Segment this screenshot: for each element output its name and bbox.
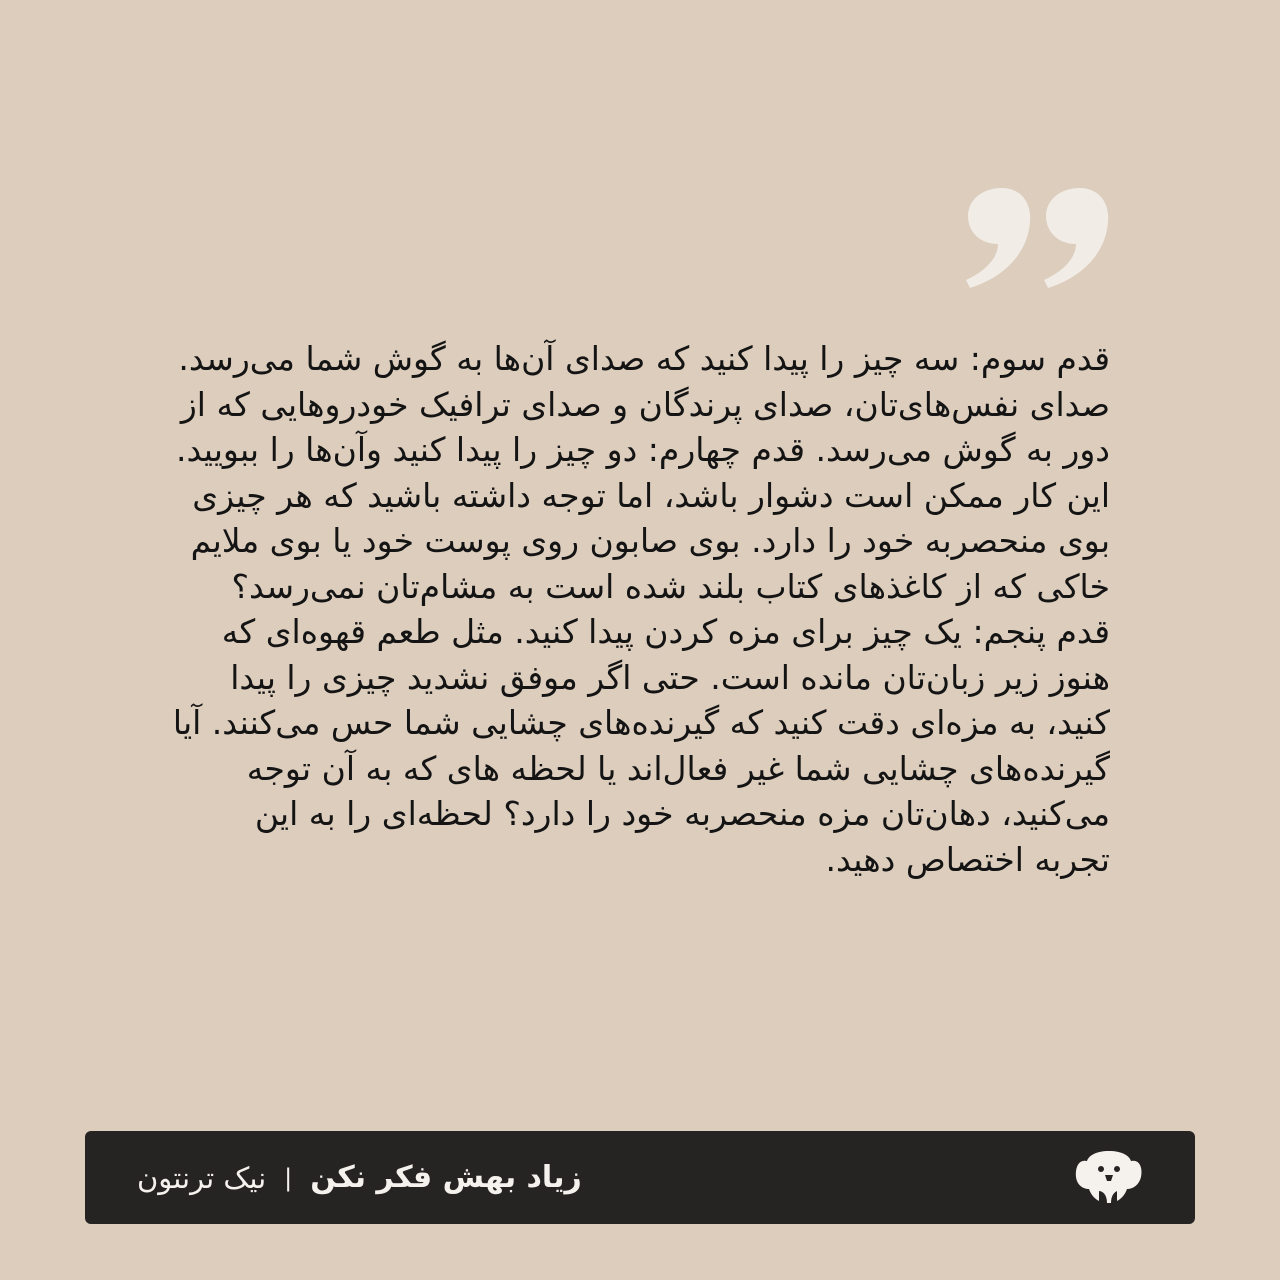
quote-mark-icon [962,184,1112,294]
author-name: نیک ترنتون [137,1160,267,1195]
footer-caption [137,1131,582,1224]
footer-separator: | [284,1163,293,1192]
book-title: زیاد بهش فکر نکن [310,1160,582,1195]
elephant-icon [1075,1147,1143,1209]
footer-bar [85,1131,1195,1224]
quote-text: قدم سوم: سه چیز را پیدا کنید که صدای آن‌ها به گوش شما می‌رسد. صدای نفس‌های‌تان، صدای پرندگان و صدای ترافیک خودروهایی که از دور به گوش می‌رسد.⁣ قدم چهارم: دو چیز را پیدا کنید وآن‌ها را ببویید. این کار ممکن است دشوار باشد، اما توجه داشته باشید که هر چیزی بوی منحصربه خود را دارد. بوی صابون روی پوست خود یا بوی ملایم خاکی که از کاغذهای کتاب بلند شده است به مشام‌تان نمی‌رسد؟⁣ قدم پنجم: یک چیز برای مزه کردن پیدا کنید. مثل طعم قهوه‌ای که هنوز زیر زبان‌تان مانده است. حتی اگر موفق نشدید چیزی را پیدا کنید، به مزه‌ای دقت کنید که گیرنده‌های چشایی شما حس می‌کنند. آیا گیرنده‌های چشایی شما غیر فعال‌اند یا لحظه های که به آن توجه می‌کنید، دهان‌تان مزه منحصربه خود را دارد؟ لحظه‌ای را به این تجربه اختصاص دهید. [172,339,1110,879]
